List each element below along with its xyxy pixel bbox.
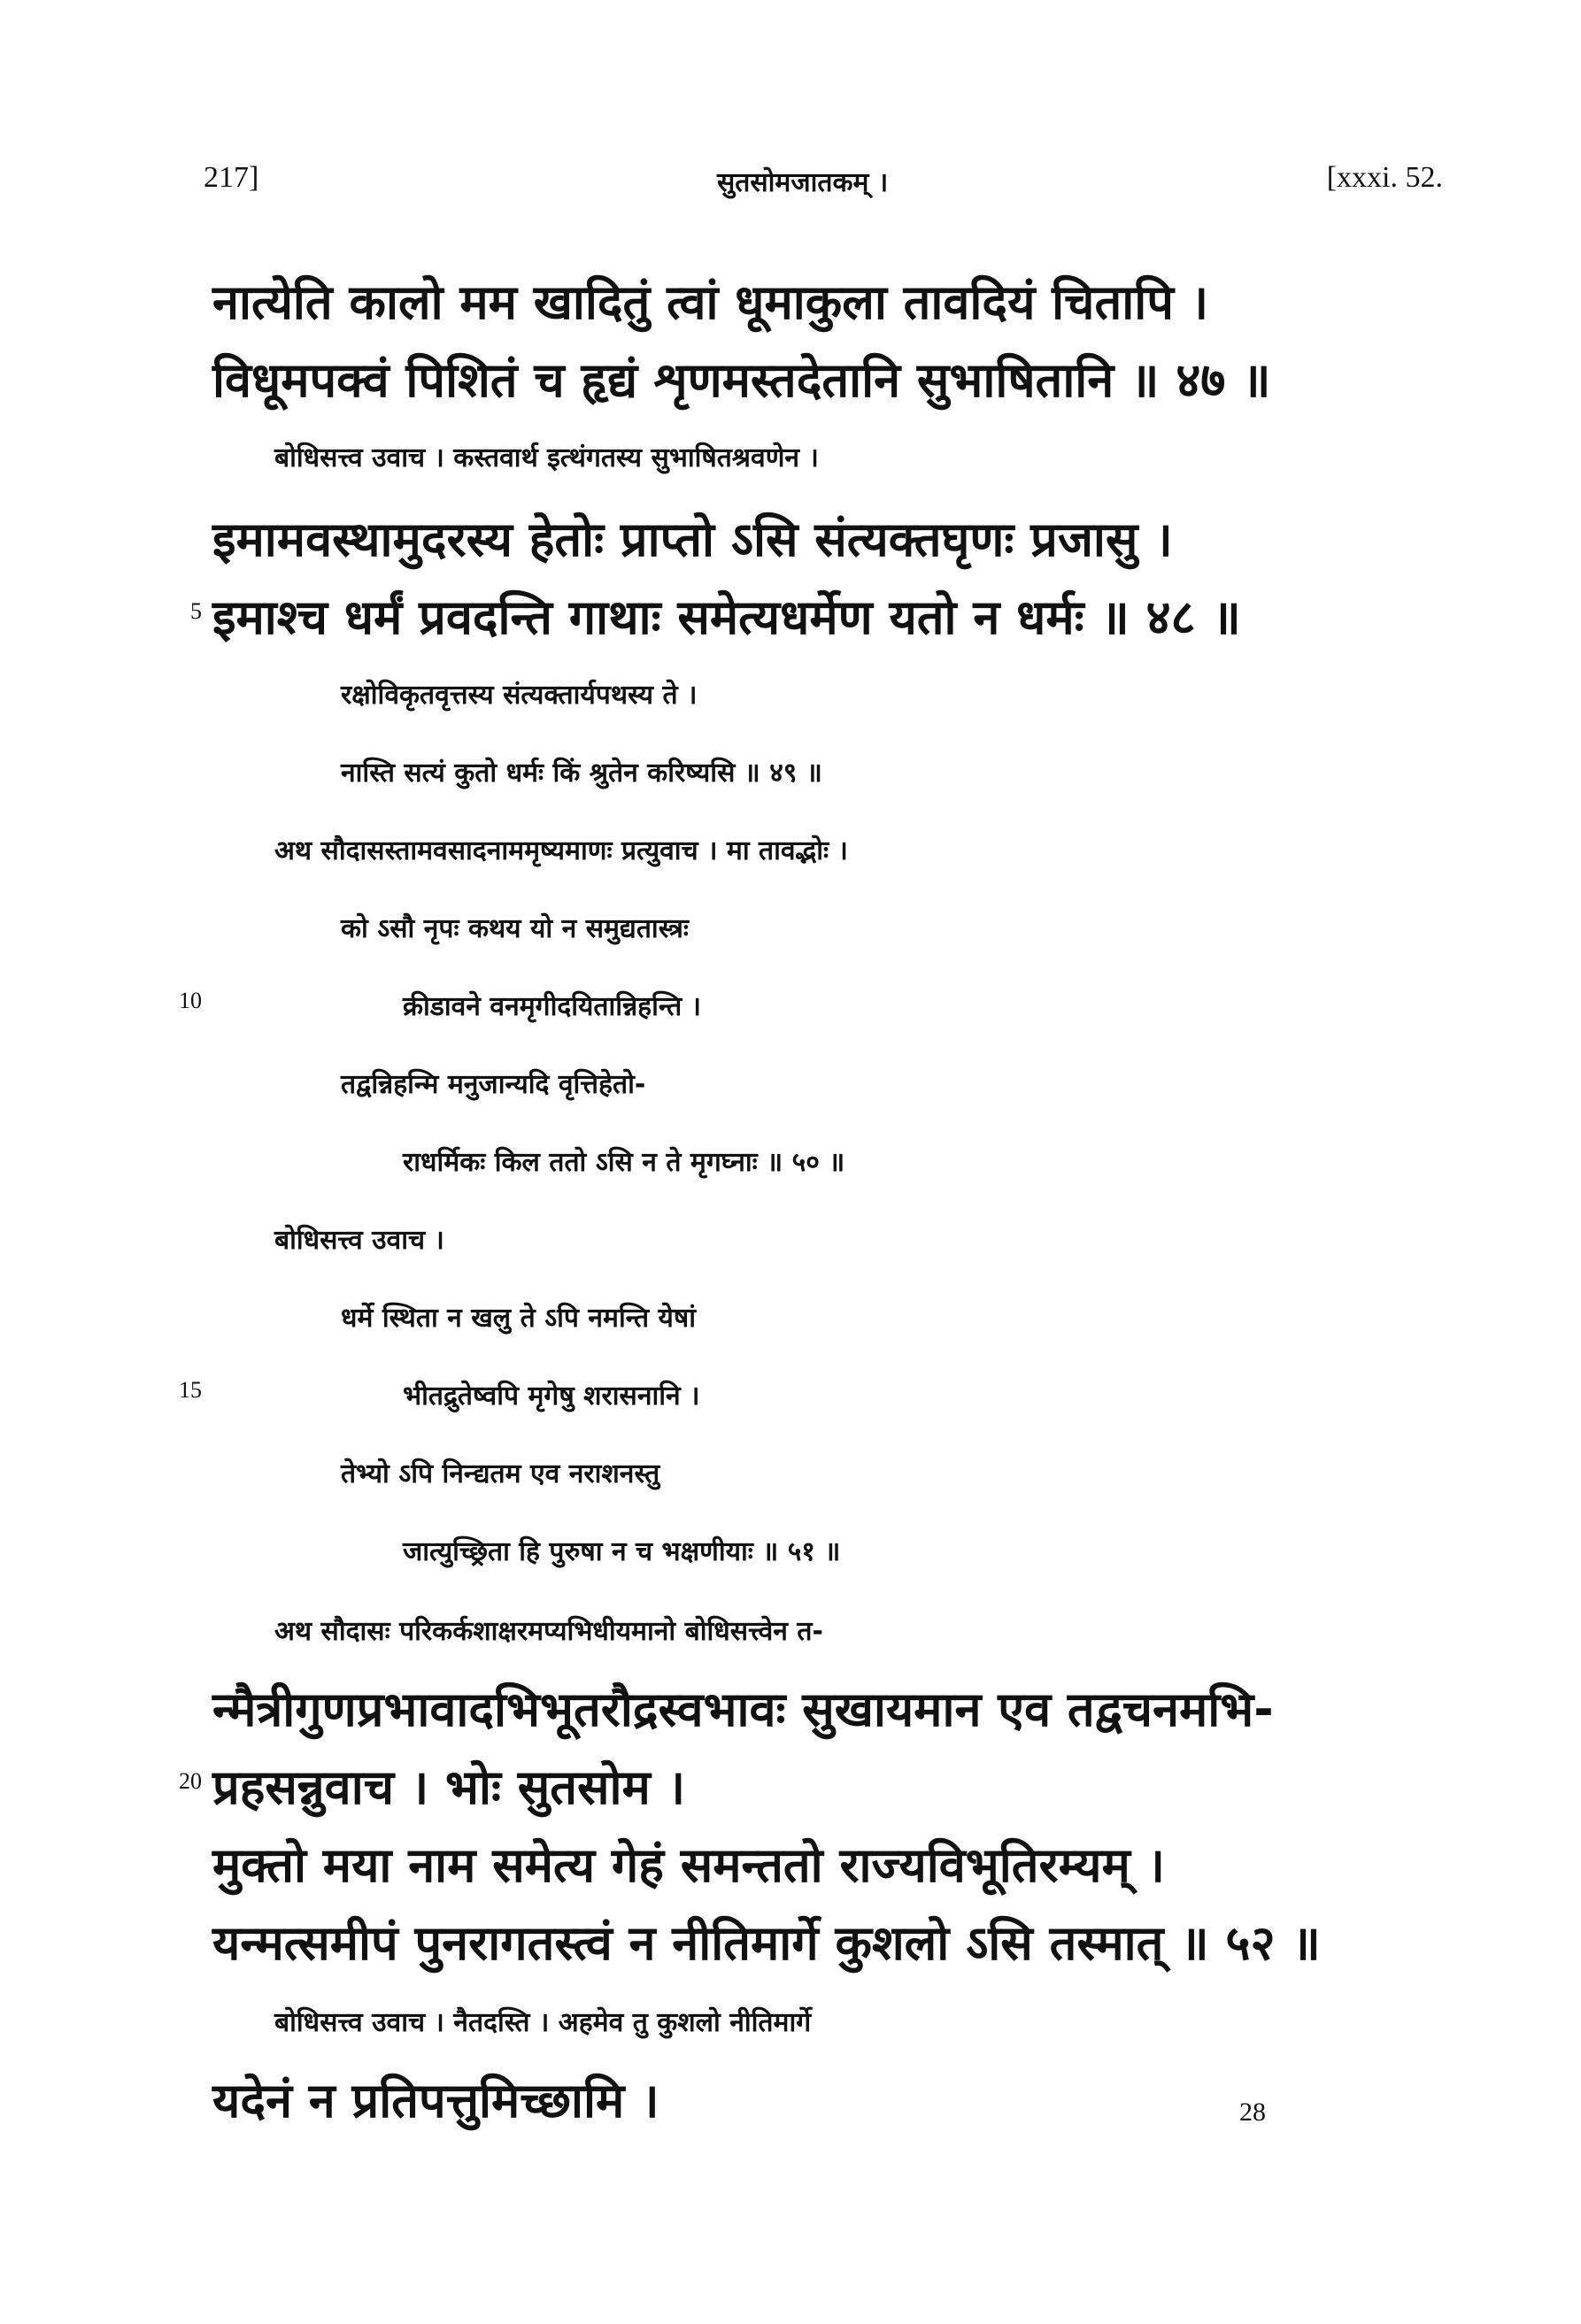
line-number: 20 (179, 1768, 202, 1794)
text-line: अथ सौदासस्तामवसादनाममृष्यमाणः प्रत्युवाच । मा तावद्भोः । (274, 835, 848, 866)
text-line: बोधिसत्त्व उवाच । (274, 1225, 444, 1256)
text-line: मुक्तो मया नाम समेत्य गेहं समन्ततो राज्यविभूतिरम्यम् । (212, 1837, 1166, 1893)
text-line: यदेनं न प्रतिपत्तुमिच्छामि । (212, 2073, 659, 2128)
text-line: बोधिसत्त्व उवाच । कस्तवार्थ इत्थंगतस्य सुभाषितश्रवणेन । (274, 442, 819, 473)
text-line: रक्षोविकृतवृत्तस्य संत्यक्तार्यपथस्य ते । (341, 680, 698, 711)
text-line: राधर्मिकः किल ततो ऽसि न ते मृगघ्नाः ॥ ५० ॥ (403, 1147, 845, 1178)
line-number: 15 (179, 1377, 202, 1403)
text-line: नास्ति सत्यं कुतो धर्मः किं श्रुतेन करिष्यसि ॥ ४९ ॥ (341, 758, 822, 789)
running-title: सुतसोमजातकम् । (717, 167, 889, 198)
text-line: विधूमपक्वं पिशितं च हृद्यं शृणमस्तदेतानि सुभाषितानि ॥ ४७ ॥ (212, 352, 1271, 408)
text-line: इमाश्च धर्मं प्रवदन्ति गाथाः समेत्यधर्मेण यतो न धर्मः ॥ ४८ ॥ (212, 589, 1241, 645)
text-line: तेभ्यो ऽपि निन्द्यतम एव नराशनस्तु (341, 1458, 660, 1489)
text-line: भीतद्रुतेष्वपि मृगेषु शरासनानि । (403, 1381, 700, 1412)
text-line: धर्मे स्थिता न खलु ते ऽपि नमन्ति येषां (341, 1303, 697, 1334)
page-reference: 217] (204, 161, 259, 194)
text-line: बोधिसत्त्व उवाच । नैतदस्ति । अहमेव तु कुशलो नीतिमार्गे (274, 2007, 812, 2038)
text-line: यन्मत्समीपं पुनरागतस्त्वं न नीतिमार्गे कुशलो ऽसि तस्मात् ॥ ५२ ॥ (212, 1915, 1321, 1971)
text-line: नात्येति कालो मम खादितुं त्वां धूमाकुला तावदियं चितापि । (212, 274, 1209, 330)
text-line: अथ सौदासः परिकर्कशाक्षरमप्यभिधीयमानो बोधिसत्त्वेन त- (274, 1616, 823, 1647)
text-line: प्रहसन्नुवाच । भोः सुतसोम । (212, 1759, 686, 1815)
text-line: तद्वन्निहन्मि मनुजान्यदि वृत्तिहेतो- (341, 1069, 646, 1100)
running-header (204, 161, 1443, 214)
section-reference: [xxxi. 52. (1326, 161, 1443, 194)
line-number: 5 (190, 598, 202, 624)
text-line: जात्युच्छ्रिता हि पुरुषा न च भक्षणीयाः ॥ ५१ ॥ (403, 1536, 841, 1567)
folio-signature: 28 (1239, 2097, 1266, 2127)
text-line: क्रीडावने वनमृगीदयितान्निहन्ति । (403, 991, 702, 1022)
text-line: इमामवस्थामुदरस्य हेतोः प्राप्तो ऽसि संत्यक्तघृणः प्रजासु । (212, 512, 1173, 567)
text-line: न्मैत्रीगुणप्रभावादभिभूतरौद्रस्वभावः सुखायमान एव तद्वचनमभि- (212, 1681, 1274, 1737)
text-line: को ऽसौ नृपः कथय यो न समुद्यतास्त्रः (341, 913, 689, 944)
line-number: 10 (179, 988, 202, 1013)
